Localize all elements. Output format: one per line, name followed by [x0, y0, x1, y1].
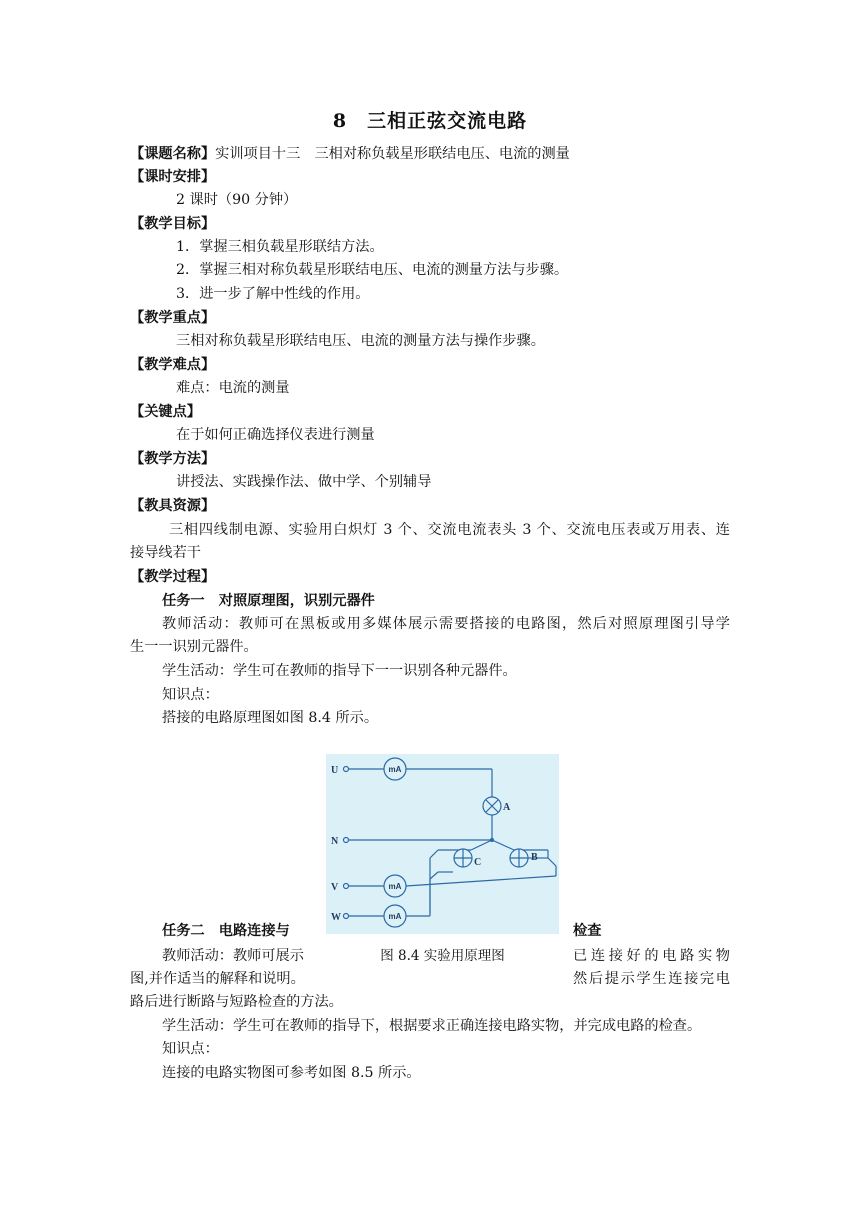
task2-teacher-right-cont: 然后提示学生连接完电 — [573, 971, 730, 987]
terminal-label: V — [331, 882, 339, 893]
chapter-title: 三相正弦交流电路 — [367, 110, 528, 132]
terminal-label: N — [331, 836, 339, 847]
task2-title-cont: 检查 — [573, 923, 602, 939]
task1-teacher-cont: 生一一识别元器件。 — [130, 639, 258, 655]
figure-caption: 图 8.4 实验用原理图 — [380, 948, 505, 964]
focus-heading: 【教学重点】 — [130, 310, 216, 326]
task2-teacher-end: 路后进行断路与短路检查的方法。 — [130, 994, 343, 1010]
task2-teacher: 教师活动：教师可展示 — [162, 948, 304, 964]
task2-student: 学生活动：学生可在教师的指导下，根据要求正确连接电路实物，并完成电路的检查。 — [162, 1018, 702, 1034]
resources-text-cont: 接导线若干 — [130, 545, 201, 561]
chapter-number: 8 — [332, 110, 348, 132]
goal-item: 2．掌握三相对称负载星形联结电压、电流的测量方法与步骤。 — [176, 262, 569, 278]
task2-title: 任务二 电路连接与 — [162, 923, 290, 939]
topic-row — [130, 143, 570, 165]
methods-heading: 【教学方法】 — [130, 451, 216, 467]
task2-teacher-right: 已连接好的电路实物 — [573, 948, 730, 964]
ammeter-label: mA — [388, 765, 402, 774]
task1-teacher: 教师活动：教师可在黑板或用多媒体展示需要搭接的电路图，然后对照原理图引导学 — [162, 616, 730, 632]
lamp-label: C — [474, 857, 482, 868]
process-heading: 【教学过程】 — [130, 569, 216, 585]
task1-knowledge: 知识点： — [162, 687, 219, 703]
schedule-text: 2 课时（90 分钟） — [176, 192, 298, 208]
topic-text: 实训项目十三 三相对称负载星形联结电压、电流的测量 — [215, 146, 570, 162]
terminal-label: U — [331, 765, 339, 776]
difficulty-text: 难点：电流的测量 — [176, 380, 290, 396]
task2-knowledge: 知识点： — [162, 1041, 219, 1057]
page-title — [0, 106, 860, 133]
resources-heading: 【教具资源】 — [130, 498, 216, 514]
lamp-label: B — [531, 852, 538, 863]
resources-text: 三相四线制电源、实验用白炽灯 3 个、交流电流表头 3 个、交流电压表或万用表、连 — [169, 522, 730, 538]
task2-figure-ref: 连接的电路实物图可参考如图 8.5 所示。 — [162, 1065, 421, 1081]
circuit-diagram — [326, 754, 559, 934]
ammeter-label: mA — [388, 882, 402, 891]
schedule-heading: 【课时安排】 — [130, 169, 216, 185]
difficulty-heading: 【教学难点】 — [130, 357, 216, 373]
ammeter-label: mA — [388, 912, 402, 921]
goal-item: 1．掌握三相负载星形联结方法。 — [176, 239, 384, 255]
goal-item: 3．进一步了解中性线的作用。 — [176, 286, 370, 302]
task2-teacher-cont: 图,并作适当的解释和说明。 — [130, 971, 305, 987]
terminal-label: W — [331, 912, 341, 923]
task1-title: 任务一 对照原理图，识别元器件 — [162, 593, 375, 609]
keypoint-heading: 【关键点】 — [130, 404, 201, 420]
keypoint-text: 在于如何正确选择仪表进行测量 — [176, 427, 375, 443]
lamp-label: A — [503, 802, 511, 813]
goals-heading: 【教学目标】 — [130, 216, 216, 232]
focus-text: 三相对称负载星形联结电压、电流的测量方法与操作步骤。 — [176, 333, 545, 349]
methods-text: 讲授法、实践操作法、做中学、个别辅导 — [176, 474, 432, 490]
topic-heading: 【课题名称】 — [130, 146, 216, 162]
task1-student: 学生活动：学生可在教师的指导下一一识别各种元器件。 — [162, 663, 517, 679]
task1-figure-ref: 搭接的电路原理图如图 8.4 所示。 — [162, 710, 379, 726]
